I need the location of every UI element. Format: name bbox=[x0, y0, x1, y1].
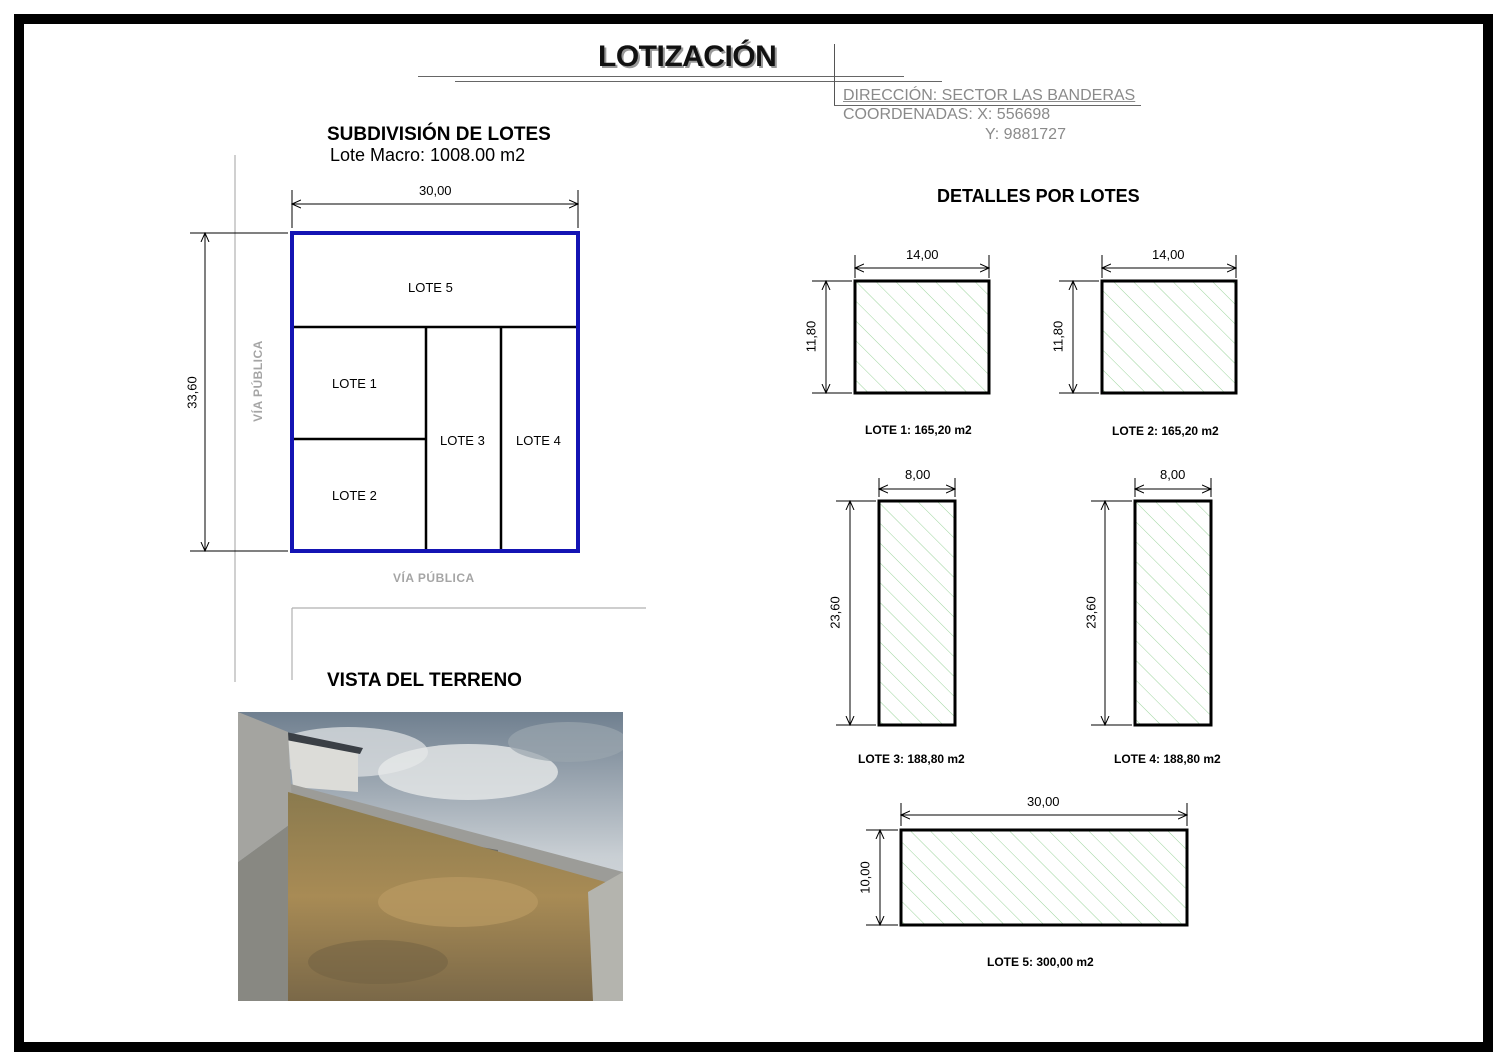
lot-2-caption: LOTE 2: 165,20 m2 bbox=[1112, 424, 1219, 438]
lot-5-caption: LOTE 5: 300,00 m2 bbox=[987, 955, 1094, 969]
lot-1-caption: LOTE 1: 165,20 m2 bbox=[865, 423, 972, 437]
lot-4-width: 8,00 bbox=[1160, 467, 1186, 482]
subdivision-title: SUBDIVISIÓN DE LOTES bbox=[327, 124, 551, 145]
lot-2-label: LOTE 2 bbox=[332, 488, 377, 503]
height-dimension: 33,60 bbox=[184, 376, 200, 409]
width-dimension: 30,00 bbox=[419, 183, 452, 198]
lot-2-width: 14,00 bbox=[1152, 247, 1185, 262]
lot-3-height: 23,60 bbox=[827, 596, 843, 629]
lot-3-caption: LOTE 3: 188,80 m2 bbox=[858, 752, 965, 766]
detail-lot-3 bbox=[879, 501, 955, 725]
lot-5-width: 30,00 bbox=[1027, 794, 1060, 809]
lot-5-label: LOTE 5 bbox=[408, 280, 453, 295]
terrain-title: VISTA DEL TERRENO bbox=[327, 670, 522, 691]
lot-3-width: 8,00 bbox=[905, 467, 931, 482]
detail-lot-1 bbox=[855, 281, 989, 393]
lot-2-height: 11,80 bbox=[1050, 320, 1066, 353]
road-label-left: VÍA PÚBLICA bbox=[251, 340, 265, 422]
lot-1-label: LOTE 1 bbox=[332, 376, 377, 391]
lot-5-height: 10,00 bbox=[857, 861, 873, 894]
address-text: DIRECCIÓN: SECTOR LAS BANDERAS bbox=[843, 87, 1136, 104]
detail-lot-5 bbox=[901, 830, 1187, 925]
lot-4-caption: LOTE 4: 188,80 m2 bbox=[1114, 752, 1221, 766]
lot-4-height: 23,60 bbox=[1083, 596, 1099, 629]
lot-1-height: 11,80 bbox=[803, 320, 819, 353]
lot-1-width: 14,00 bbox=[906, 247, 939, 262]
page-title: LOTIZACIÓN bbox=[598, 40, 777, 73]
details-title: DETALLES POR LOTES bbox=[937, 186, 1140, 206]
lot-3-label: LOTE 3 bbox=[440, 433, 485, 448]
detail-lot-2 bbox=[1102, 281, 1236, 393]
coordinates-y: Y: 9881727 bbox=[985, 126, 1066, 143]
coordinates-x: COORDENADAS: X: 556698 bbox=[843, 106, 1051, 123]
lot-4-label: LOTE 4 bbox=[516, 433, 561, 448]
macro-lot-area: Lote Macro: 1008.00 m2 bbox=[330, 145, 526, 165]
terrain-photo bbox=[238, 712, 623, 1001]
road-label-bottom: VÍA PÚBLICA bbox=[393, 571, 475, 585]
detail-lot-4 bbox=[1135, 501, 1211, 725]
